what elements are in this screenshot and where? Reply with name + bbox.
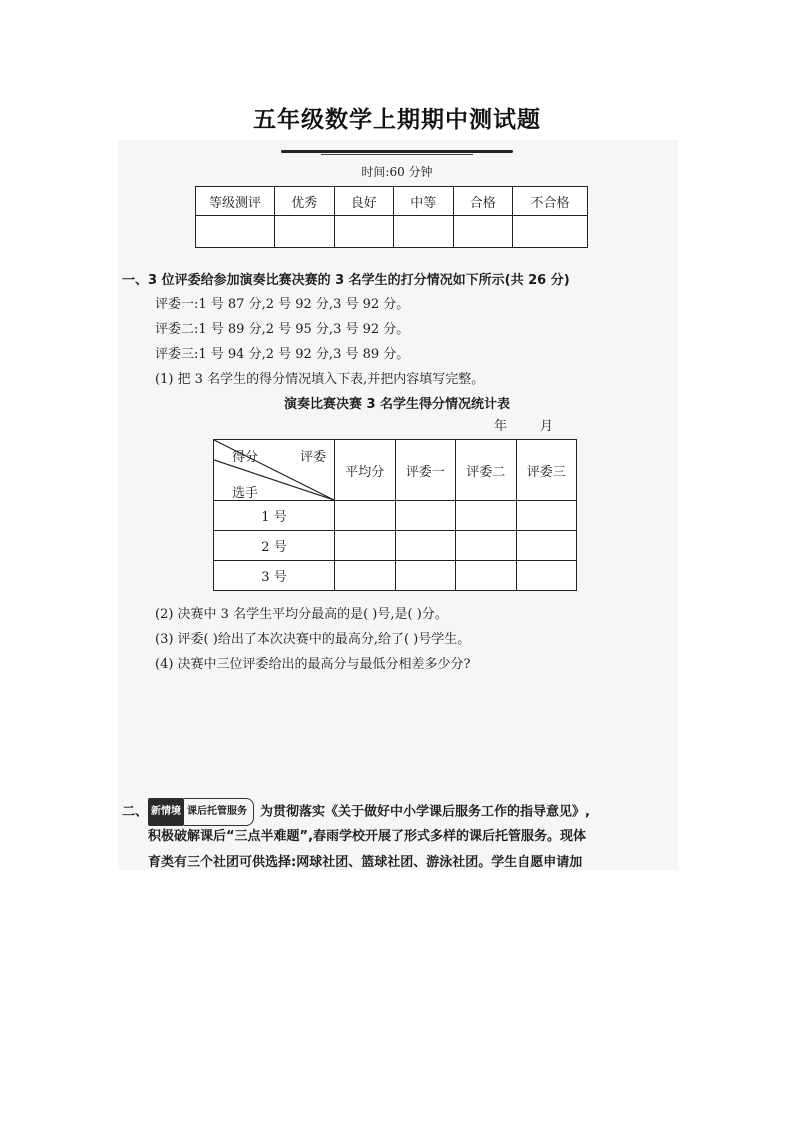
question-2-number: 二、 [122,804,149,820]
sub-question-1: (1) 把 3 名学生的得分情况填入下表,并把内容填写完整。 [155,372,485,387]
page-title: 五年级数学上期期中测试题 [253,107,541,133]
answer-cell[interactable] [395,561,456,591]
question-2-line-2: 积极破解课后“三点半难题”,春雨学校开展了形式多样的课后托管服务。现体 [148,829,587,844]
question-2-line-1 [122,798,642,826]
answer-cell[interactable] [516,561,577,591]
answer-cell[interactable] [335,501,396,531]
grade-blank-cell[interactable] [275,216,335,248]
column-header-judge-3: 评委三 [516,440,577,501]
row-label: 1 号 [214,501,335,531]
sub-question-3: (3) 评委( )给出了本次决赛中的最高分,给了( )号学生。 [155,632,471,647]
grade-blank-cell[interactable] [513,216,588,248]
grade-header-cell: 等级测评 [196,187,275,216]
year-label: 年 [494,419,508,434]
grade-blank-cell[interactable] [453,216,513,248]
answer-cell[interactable] [456,531,517,561]
sub-question-4: (4) 决赛中三位评委给出的最高分与最低分相差多少分? [155,657,471,672]
grade-evaluation-table [195,186,588,248]
table-row [214,561,577,591]
table-row [214,501,577,531]
grade-header-cell: 中等 [394,187,454,216]
column-header-judge-2: 评委二 [456,440,517,501]
answer-cell[interactable] [395,501,456,531]
new-context-badge: 新情境 [148,798,184,826]
question-2-text-1: 为贯彻落实《关于做好中小学课后服务工作的指导意见》, [260,804,590,820]
row-label: 2 号 [214,531,335,561]
grade-blank-cell[interactable] [394,216,454,248]
row-label: 3 号 [214,561,335,591]
time-limit: 时间:60 分钟 [361,165,433,179]
question-1-heading: 一、3 位评委给参加演奏比赛决赛的 3 名学生的打分情况如下所示(共 26 分) [122,273,570,288]
diagonal-header-cell [214,440,335,501]
grade-blank-row [196,216,588,248]
diag-judge-label: 评委 [300,450,327,465]
score-table-title: 演奏比赛决赛 3 名学生得分情况统计表 [283,397,511,412]
grade-header-cell: 不合格 [513,187,588,216]
sub-question-2: (2) 决赛中 3 名学生平均分最高的是( )号,是( )分。 [155,607,448,622]
table-row [214,531,577,561]
grade-header-cell: 优秀 [275,187,335,216]
grade-blank-cell[interactable] [334,216,394,248]
answer-cell[interactable] [395,531,456,561]
answer-cell[interactable] [335,531,396,561]
title-underline [281,150,513,153]
answer-cell[interactable] [516,531,577,561]
answer-cell[interactable] [456,561,517,591]
answer-cell[interactable] [456,501,517,531]
score-header-row [214,440,577,501]
question-2-line-3: 育类有三个社团可供选择:网球社团、篮球社团、游泳社团。学生自愿申请加 [148,855,583,870]
judge-line-3: 评委三:1 号 94 分,2 号 92 分,3 号 89 分。 [155,347,410,362]
grade-blank-cell[interactable] [196,216,275,248]
diag-score-label: 得分 [232,450,259,465]
diag-player-label: 选手 [232,486,259,501]
grade-header-cell: 良好 [334,187,394,216]
grade-header-cell: 合格 [453,187,513,216]
grade-header-row [196,187,588,216]
after-school-service-badge: 课后托管服务 [184,798,254,826]
score-statistics-table [213,439,577,591]
judge-line-1: 评委一:1 号 87 分,2 号 92 分,3 号 92 分。 [155,297,410,312]
month-label: 月 [540,419,554,434]
column-header-judge-1: 评委一 [395,440,456,501]
answer-cell[interactable] [335,561,396,591]
judge-line-2: 评委二:1 号 89 分,2 号 95 分,3 号 92 分。 [155,322,410,337]
column-header-average: 平均分 [335,440,396,501]
answer-cell[interactable] [516,501,577,531]
